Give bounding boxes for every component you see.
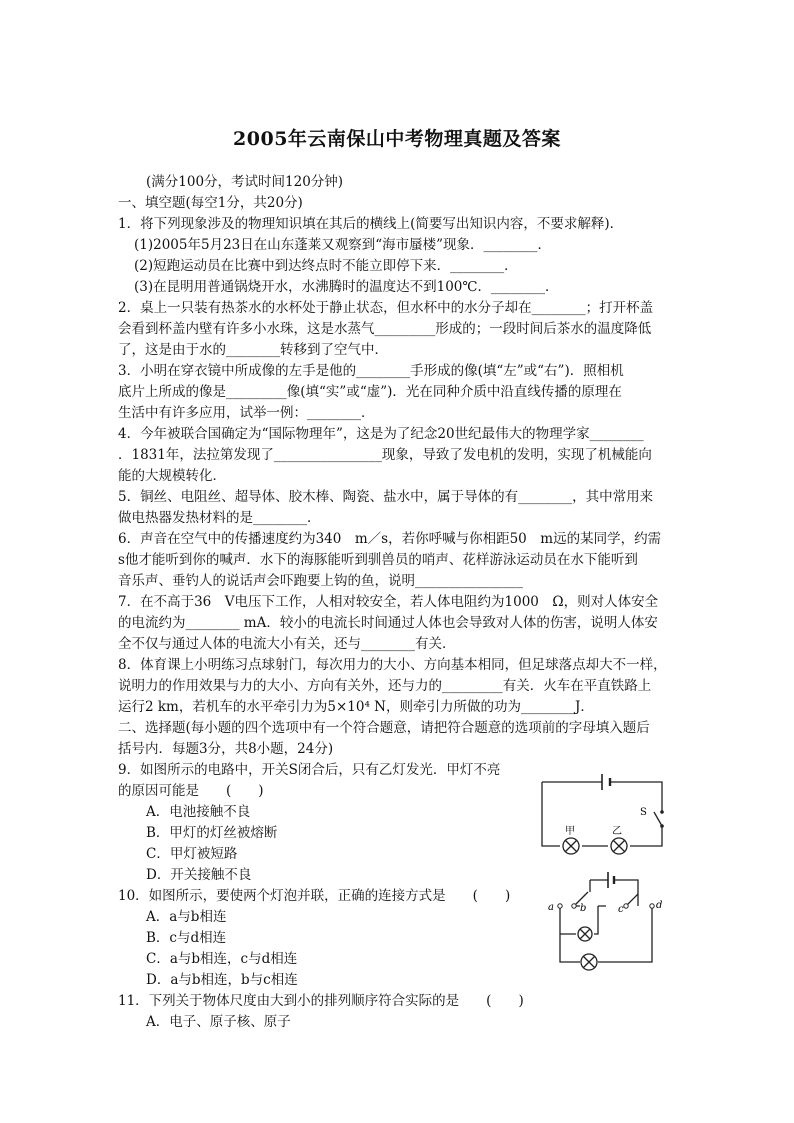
q11-option-a: A．电子、原子核、原子 (146, 1014, 291, 1030)
q2-line: 2．桌上一只装有热茶水的水杯处于静止状态，但水杯中的水分子却在________；打开杯盖 (118, 300, 654, 316)
q3-line: 底片上所成的像是_________像(填“实”或“虚”)．光在同种介质中沿直线传播的原理在 (118, 384, 622, 400)
q9-stem: 9．如图所示的电路中，开关S闭合后，只有乙灯发光．甲灯不亮 (118, 762, 501, 778)
q9-option-d: D．开关接触不良 (146, 867, 252, 883)
q9-option-b: B．甲灯的灯丝被熔断 (146, 825, 278, 841)
q6-line: 6．声音在空气中的传播速度约为340 m／s，若你呼喊与你相距50 m远的某同学，约需 (118, 531, 662, 547)
q6-line: 音乐声、垂钓人的说话声会吓跑要上钩的鱼，说明________________ (118, 573, 523, 589)
switch-label: S (640, 807, 647, 818)
q1-stem: 1．将下列现象涉及的物理知识填在其后的横线上(简要写出知识内容，不要求解释)． (118, 216, 624, 232)
q11-stem: 11．下列关于物体尺度由大到小的排列顺序符合实际的是 ( ) (118, 993, 524, 1009)
q10-option-d: D．a与b相连，b与c相连 (146, 972, 298, 988)
q1-part3: (3)在昆明用普通锅烧开水，水沸腾时的温度达不到100℃．________． (134, 279, 559, 295)
q7-line: 全不仅与通过人体的电流大小有关，还与________有关． (118, 636, 456, 652)
circuit-figure-q10 (540, 866, 685, 978)
q1-part1: (1)2005年5月23日在山东蓬莱又观察到“海市蜃楼”现象．________． (134, 237, 552, 253)
terminal-label: d (656, 900, 663, 911)
q2-line: 了，这是由于水的________转移到了空气中． (118, 342, 388, 358)
q10-option-b: B．c与d相连 (146, 930, 227, 946)
q4-line: 4．今年被联合国确定为“国际物理年”，这是为了纪念20世纪最伟大的物理学家________ (118, 426, 644, 442)
q9-stem: 的原因可能是 ( ) (118, 783, 264, 799)
q2-line: 会看到杯盖内壁有许多小水珠，这是水蒸气_________形成的；一段时间后茶水的温度降低 (118, 321, 652, 337)
q7-line: 的电流约为________ mA．较小的电流长时间通过人体也会导致对人体的伤害，说明人体安 (118, 615, 658, 631)
q5-line: 5．铜丝、电阻丝、超导体、胶木棒、陶瓷、盐水中，属于导体的有________，其中常用来 (118, 489, 654, 505)
q10-option-a: A．a与b相连 (146, 909, 227, 925)
q10-stem: 10．如图所示，要使两个灯泡并联，正确的连接方式是 ( ) (118, 888, 511, 904)
q6-line: s他才能听到你的喊声．水下的海豚能听到驯兽员的哨声、花样游泳运动员在水下能听到 (118, 552, 638, 568)
section-fill-heading: 一、填空题(每空1分，共20分) (118, 195, 303, 211)
q3-line: 生活中有许多应用，试举一例：________． (118, 405, 375, 421)
page-title: 2005年云南保山中考物理真题及答案 (233, 128, 561, 150)
q10-option-c: C．a与b相连，c与d相连 (146, 951, 298, 967)
q4-line: 能的大规模转化． (118, 468, 226, 484)
q8-line: 说明力的作用效果与力的大小、方向有关外，还与力的_________有关．火车在平直铁路上 (118, 678, 652, 694)
exam-info: (满分100分，考试时间120分钟) (146, 174, 344, 190)
q5-line: 做电热器发热材料的是________． (118, 510, 321, 526)
q1-part2: (2)短跑运动员在比赛中到达终点时不能立即停下来．________． (134, 258, 518, 274)
terminal-label: b (580, 903, 587, 914)
lamp-label: 乙 (612, 826, 622, 837)
q9-option-a: A．电池接触不良 (146, 804, 251, 820)
circuit-figure-q9 (530, 768, 675, 868)
q9-option-c: C．甲灯被短路 (146, 846, 238, 862)
lamp-label: 甲 (565, 826, 575, 837)
q3-line: 3．小明在穿衣镜中所成像的左手是他的________手形成的像(填“左”或“右”)．照相机 (118, 363, 624, 379)
q8-line: 运行2 km，若机车的水平牵引力为5×10⁴ N，则牵引力所做的功为________J． (118, 699, 594, 715)
q8-line: 8．体育课上小明练习点球射门，每次用力的大小、方向基本相同，但足球落点却大不一样， (118, 657, 667, 673)
section-choice-heading: 二、选择题(每小题的四个选项中有一个符合题意，请把符合题意的选项前的字母填入题后 (118, 720, 650, 736)
terminal-label: c (618, 904, 624, 915)
terminal-label: a (548, 902, 554, 913)
q7-line: 7．在不高于36 V电压下工作，人相对较安全，若人体电阻约为1000 Ω，则对人体安全 (118, 594, 659, 610)
q4-line: ．1831年，法拉第发现了________________现象，导致了发电机的发明，实现了机械能向 (118, 447, 652, 463)
section-choice-heading: 括号内．每题3分，共8小题，24分) (118, 741, 334, 757)
